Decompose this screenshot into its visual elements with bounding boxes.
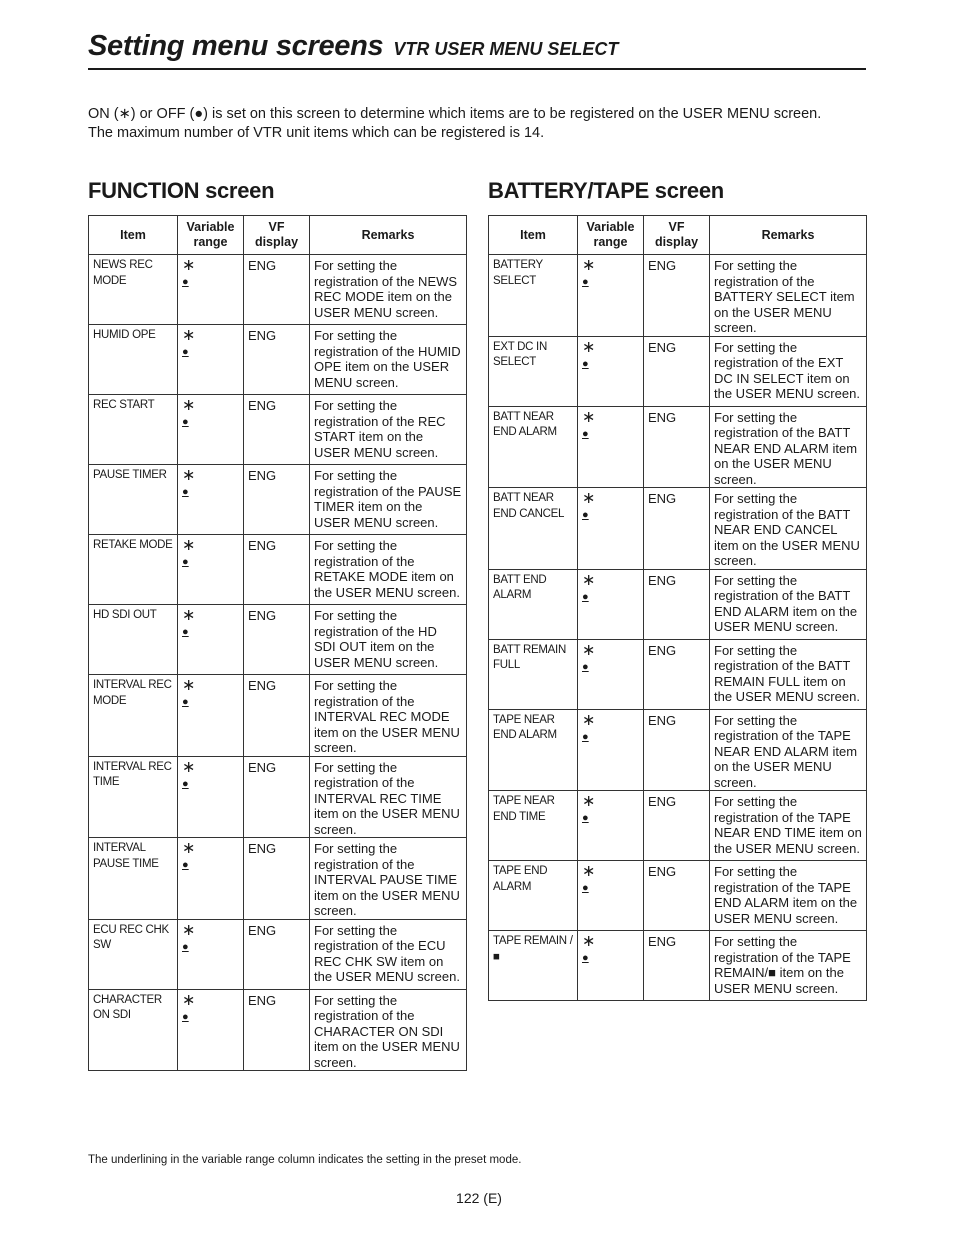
variable-range-cell — [178, 675, 244, 757]
remarks-cell: For setting the registration of the TAPE NEAR END ALARM item on the USER MENU screen. — [710, 709, 867, 791]
remarks-cell: For setting the registration of the BATT REMAIN FULL item on the USER MENU screen. — [710, 639, 867, 709]
variable-range-cell — [578, 639, 644, 709]
variable-range-cell — [578, 569, 644, 639]
table-row — [489, 406, 867, 488]
table-row — [89, 325, 467, 395]
on-option-icon: ∗ — [582, 338, 596, 356]
variable-range-cell — [578, 336, 644, 406]
item-cell: HUMID OPE — [89, 325, 178, 395]
off-option-icon: ● — [182, 1010, 189, 1023]
intro-line-2: The maximum number of VTR unit items which can be registered is 14. — [88, 125, 545, 141]
remarks-cell: For setting the registration of the HD SDI OUT item on the USER MENU screen. — [310, 605, 467, 675]
vf-display-cell: ENG — [244, 675, 310, 757]
on-option-icon: ∗ — [582, 257, 596, 274]
item-cell: INTERVAL REC MODE — [89, 675, 178, 757]
variable-range-cell — [178, 989, 244, 1071]
table-row — [89, 255, 467, 325]
on-option-icon: ∗ — [582, 408, 596, 426]
variable-range-cell — [578, 255, 644, 337]
vf-display-cell: ENG — [244, 605, 310, 675]
table-row — [489, 639, 867, 709]
on-option-icon: ∗ — [182, 467, 196, 484]
off-option-icon: ● — [582, 276, 589, 288]
off-option-icon: ● — [582, 427, 589, 440]
vf-display-cell: ENG — [244, 919, 310, 989]
off-option-icon: ● — [582, 952, 589, 964]
battery-table-body — [489, 255, 867, 1001]
remarks-cell: For setting the registration of the CHARACTER ON SDI item on the USER MENU screen. — [310, 989, 467, 1071]
on-option-icon: ∗ — [582, 711, 596, 729]
column-header-remarks: Remarks — [310, 216, 467, 255]
battery-tape-screen-heading: BATTERY/TAPE screen — [488, 178, 724, 203]
remarks-cell: For setting the registration of the REC START item on the USER MENU screen. — [310, 395, 467, 465]
column-header-remarks: Remarks — [710, 216, 867, 255]
variable-range-cell — [178, 535, 244, 605]
item-cell: BATTERY SELECT — [489, 255, 578, 337]
table-header-row — [89, 216, 467, 255]
item-cell: INTERVAL REC TIME — [89, 756, 178, 838]
intro-text — [88, 105, 868, 143]
table-row — [89, 605, 467, 675]
table-row — [89, 675, 467, 757]
vf-display-cell: ENG — [644, 406, 710, 488]
on-option-icon: ∗ — [182, 327, 196, 344]
item-cell: RETAKE MODE — [89, 535, 178, 605]
remarks-cell: For setting the registration of the INTERVAL PAUSE TIME item on the USER MENU screen. — [310, 838, 467, 920]
vf-display-cell: ENG — [244, 838, 310, 920]
vf-display-cell: ENG — [644, 931, 710, 1001]
table-row — [489, 709, 867, 791]
column-header-vf: VF display — [244, 216, 310, 255]
remarks-cell: For setting the registration of the TAPE REMAIN/■ item on the USER MENU screen. — [710, 931, 867, 1001]
remarks-cell: For setting the registration of the BATT END ALARM item on the USER MENU screen. — [710, 569, 867, 639]
on-option-icon: ∗ — [582, 863, 596, 880]
vf-display-cell: ENG — [244, 255, 310, 325]
table-row — [89, 465, 467, 535]
item-cell: BATT END ALARM — [489, 569, 578, 639]
table-row — [89, 395, 467, 465]
remarks-cell: For setting the registration of the INTERVAL REC MODE item on the USER MENU screen. — [310, 675, 467, 757]
header-rule — [88, 68, 866, 70]
table-row — [489, 488, 867, 570]
vf-display-cell: ENG — [244, 325, 310, 395]
off-option-icon: ● — [182, 346, 189, 358]
item-cell: HD SDI OUT — [89, 605, 178, 675]
on-option-icon: ∗ — [182, 758, 196, 776]
item-cell: INTERVAL PAUSE TIME — [89, 838, 178, 920]
remarks-cell: For setting the registration of the TAPE NEAR END TIME item on the USER MENU screen. — [710, 791, 867, 861]
page-subtitle: VTR USER MENU SELECT — [393, 39, 619, 59]
page-number: 122 (E) — [456, 1190, 502, 1206]
off-option-icon: ● — [582, 730, 589, 743]
table-row — [489, 255, 867, 337]
variable-range-cell — [178, 605, 244, 675]
on-option-icon: ∗ — [582, 641, 596, 659]
variable-range-cell — [578, 791, 644, 861]
table-row — [489, 931, 867, 1001]
on-option-icon: ∗ — [182, 840, 196, 857]
on-option-icon: ∗ — [182, 677, 196, 694]
function-screen-table — [88, 215, 467, 1071]
vf-display-cell: ENG — [644, 639, 710, 709]
item-cell: ECU REC CHK SW — [89, 919, 178, 989]
on-option-icon: ∗ — [182, 607, 196, 624]
item-cell: BATT NEAR END CANCEL — [489, 488, 578, 570]
off-option-icon: ● — [182, 777, 189, 790]
on-option-icon: ∗ — [582, 933, 596, 950]
remarks-cell: For setting the registration of the NEWS REC MODE item on the USER MENU screen. — [310, 255, 467, 325]
vf-display-cell: ENG — [644, 791, 710, 861]
remarks-cell: For setting the registration of the RETAKE MODE item on the USER MENU screen. — [310, 535, 467, 605]
item-cell: TAPE NEAR END TIME — [489, 791, 578, 861]
off-option-icon: ● — [182, 486, 189, 498]
table-row — [489, 569, 867, 639]
item-cell: PAUSE TIMER — [89, 465, 178, 535]
variable-range-cell — [578, 931, 644, 1001]
on-option-icon: ∗ — [582, 490, 596, 507]
table-header-row — [489, 216, 867, 255]
item-cell: TAPE END ALARM — [489, 861, 578, 931]
table-row — [89, 756, 467, 838]
off-option-icon: ● — [182, 416, 189, 428]
on-option-icon: ∗ — [182, 537, 196, 554]
variable-range-cell — [178, 255, 244, 325]
vf-display-cell: ENG — [244, 535, 310, 605]
remarks-cell: For setting the registration of the HUMID OPE item on the USER MENU screen. — [310, 325, 467, 395]
function-table-body — [89, 255, 467, 1071]
battery-tape-screen-table — [488, 215, 867, 1001]
item-cell: TAPE NEAR END ALARM — [489, 709, 578, 791]
off-option-icon: ● — [182, 556, 189, 568]
variable-range-cell — [578, 406, 644, 488]
off-option-icon: ● — [582, 812, 589, 824]
table-row — [489, 861, 867, 931]
variable-range-cell — [178, 395, 244, 465]
off-option-icon: ● — [582, 882, 589, 894]
on-option-icon: ∗ — [182, 397, 196, 414]
table-row — [89, 838, 467, 920]
remarks-cell: For setting the registration of the BATT NEAR END CANCEL item on the USER MENU screen. — [710, 488, 867, 570]
remarks-cell: For setting the registration of the EXT DC IN SELECT item on the USER MENU screen. — [710, 336, 867, 406]
column-header-item: Item — [89, 216, 178, 255]
on-option-icon: ∗ — [182, 991, 196, 1009]
variable-range-cell — [578, 709, 644, 791]
table-row — [489, 791, 867, 861]
off-option-icon: ● — [182, 276, 189, 288]
remarks-cell: For setting the registration of the BATTERY SELECT item on the USER MENU screen. — [710, 255, 867, 337]
item-cell: BATT REMAIN FULL — [489, 639, 578, 709]
vf-display-cell: ENG — [244, 465, 310, 535]
column-header-vf: VF display — [644, 216, 710, 255]
on-option-icon: ∗ — [182, 921, 196, 939]
intro-line-1: ON (∗) or OFF (●) is set on this screen to determine which items are to be registered on the USER MENU screen. — [88, 106, 822, 122]
column-header-item: Item — [489, 216, 578, 255]
variable-range-cell — [578, 861, 644, 931]
item-cell: BATT NEAR END ALARM — [489, 406, 578, 488]
table-row — [89, 535, 467, 605]
vf-display-cell: ENG — [644, 569, 710, 639]
vf-display-cell: ENG — [244, 395, 310, 465]
column-header-range: Variable range — [578, 216, 644, 255]
variable-range-cell — [178, 325, 244, 395]
variable-range-cell — [578, 488, 644, 570]
vf-display-cell: ENG — [644, 336, 710, 406]
table-row — [489, 336, 867, 406]
page-title: Setting menu screens — [88, 30, 384, 62]
vf-display-cell: ENG — [244, 989, 310, 1071]
item-cell: CHARACTER ON SDI — [89, 989, 178, 1071]
table-row — [89, 989, 467, 1071]
off-option-icon: ● — [182, 626, 189, 638]
off-option-icon: ● — [582, 357, 589, 370]
off-option-icon: ● — [182, 940, 189, 953]
variable-range-cell — [178, 838, 244, 920]
vf-display-cell: ENG — [644, 255, 710, 337]
off-option-icon: ● — [582, 509, 589, 521]
page-header — [88, 30, 866, 63]
on-option-icon: ∗ — [182, 257, 196, 274]
on-option-icon: ∗ — [582, 793, 596, 810]
vf-display-cell: ENG — [644, 488, 710, 570]
remarks-cell: For setting the registration of the BATT NEAR END ALARM item on the USER MENU screen. — [710, 406, 867, 488]
vf-display-cell: ENG — [644, 709, 710, 791]
vf-display-cell: ENG — [644, 861, 710, 931]
off-option-icon: ● — [582, 660, 589, 673]
vf-display-cell: ENG — [244, 756, 310, 838]
remarks-cell: For setting the registration of the ECU REC CHK SW item on the USER MENU screen. — [310, 919, 467, 989]
function-screen-heading: FUNCTION screen — [88, 178, 275, 203]
variable-range-cell — [178, 465, 244, 535]
footnote: The underlining in the variable range column indicates the setting in the preset mode. — [88, 1154, 522, 1166]
on-option-icon: ∗ — [582, 571, 596, 589]
item-cell: NEWS REC MODE — [89, 255, 178, 325]
variable-range-cell — [178, 919, 244, 989]
remarks-cell: For setting the registration of the PAUSE TIMER item on the USER MENU screen. — [310, 465, 467, 535]
off-option-icon: ● — [182, 696, 189, 708]
item-cell: EXT DC IN SELECT — [489, 336, 578, 406]
remarks-cell: For setting the registration of the INTERVAL REC TIME item on the USER MENU screen. — [310, 756, 467, 838]
off-option-icon: ● — [582, 590, 589, 603]
off-option-icon: ● — [182, 859, 189, 871]
variable-range-cell — [178, 756, 244, 838]
item-cell: TAPE REMAIN /■ — [489, 931, 578, 1001]
remarks-cell: For setting the registration of the TAPE END ALARM item on the USER MENU screen. — [710, 861, 867, 931]
column-header-range: Variable range — [178, 216, 244, 255]
item-cell: REC START — [89, 395, 178, 465]
table-row — [89, 919, 467, 989]
